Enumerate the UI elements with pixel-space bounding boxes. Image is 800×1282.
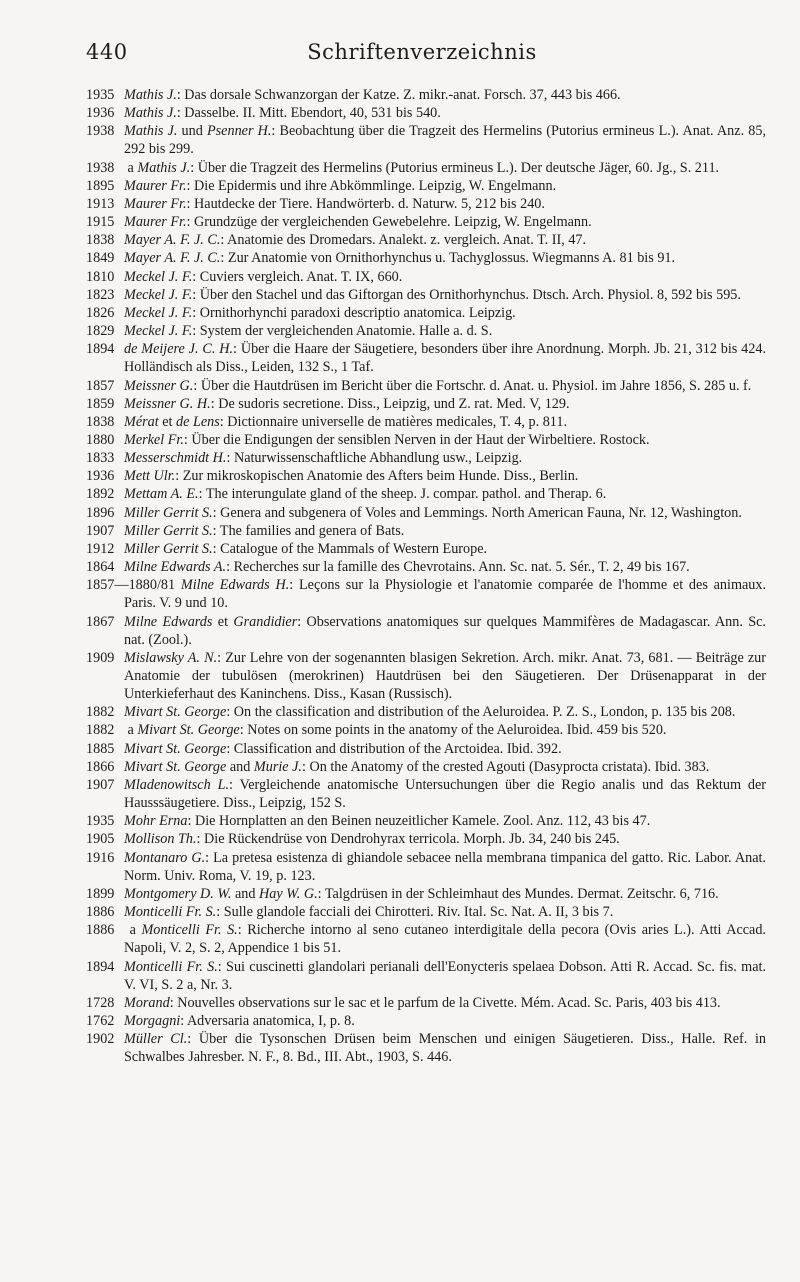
bibliography-entry (86, 122, 766, 158)
entry-reference: : Über die Tragzeit des Hermelins (Putorius ermineus L.). Der deutsche Jäger, 60. Jg., S. 211. (190, 159, 720, 176)
entry-year: 1915 (86, 214, 115, 231)
entry-reference: : Notes on some points in the anatomy of the Aeluroidea. Ibid. 459 bis 520. (239, 722, 667, 739)
entry-year: 1936 (86, 105, 115, 122)
entry-reference: : Zur Lehre von der sogenannten blasigen Sekretion. Arch. mikr. Anat. 73, 681. — Beiträge zur Anatomie der tubulösen (merokrinen) Hautdrüsen bei den Säugetieren. Der Drüsenapparat in der Unterkieferhaut des Kaninchens. Diss., Kasan (Russisch). (124, 649, 766, 703)
bibliography-entry (86, 649, 766, 703)
entry-reference: : Richerche intorno al seno cutaneo interdigitale della pecora (Ovis aries L.). Atti Accad. Napoli, V. 2, S. 2, Appendice 1 bis 51. (124, 922, 766, 957)
entry-author: Maurer Fr. (124, 214, 187, 231)
entry-coauthor: Murie J. (253, 758, 302, 775)
entry-author: Monticelli Fr. S. (141, 922, 238, 939)
entry-reference: : Leçons sur la Physiologie et l'anatomie comparée de l'homme et des animaux. Paris. V. 9 und 10. (124, 577, 767, 612)
entry-reference: : Naturwissenschaftliche Abhandlung usw., Leipzig. (226, 450, 523, 467)
entry-author: Messerschmidt H. (124, 450, 227, 467)
entry-author: Meckel J. F. (124, 304, 193, 321)
entry-year: 1912 (86, 540, 115, 557)
entry-author: Mett Ulr. (124, 468, 176, 485)
entry-author: Monticelli Fr. S. (124, 958, 218, 975)
entry-author: Meckel J. F. (124, 268, 193, 285)
bibliography-list (86, 86, 766, 1066)
entry-reference: : Zur Anatomie von Ornithorhynchus u. Tachyglossus. Wiegmanns A. 81 bis 91. (220, 250, 676, 267)
entry-year: 1864 (86, 559, 115, 576)
entry-year: 1894 (86, 341, 115, 358)
bibliography-entry (86, 413, 766, 431)
bibliography-entry (86, 467, 766, 485)
entry-year: 1838 (86, 232, 115, 249)
entry-reference: : Sulle glandole facciali dei Chirotteri. Riv. Ital. Sc. Nat. A. II, 3 bis 7. (216, 904, 614, 921)
entry-reference: : The families and genera of Bats. (212, 522, 405, 539)
bibliography-entry (86, 377, 766, 395)
entry-author: Mathis J. (124, 105, 177, 122)
entry-author: Mayer A. F. J. C. (124, 232, 221, 249)
entry-author: Mettam A. E. (124, 486, 199, 503)
entry-author: Mollison Th. (124, 831, 197, 848)
entry-year: 1938 (86, 159, 115, 176)
entry-conjunction: and (231, 885, 260, 902)
entry-year: 1886 (86, 922, 115, 939)
bibliography-entry (86, 885, 766, 903)
entry-author: Morgagni (124, 1012, 181, 1029)
entry-author: Mayer A. F. J. C. (124, 250, 221, 267)
entry-reference: : Sui cuscinetti glandolari perianali dell'Eonycteris spelaea Dobson. Atti R. Accad. Sc. fis. mat. V. VI, S. 2 a, Nr. 3. (124, 958, 766, 993)
entry-year: 1833 (86, 450, 115, 467)
entry-author: Mislawsky A. N. (124, 649, 218, 666)
entry-conjunction: et (158, 413, 177, 430)
entry-year: 1857 (86, 377, 115, 394)
entry-author: Mathis J. (124, 87, 177, 103)
bibliography-entry (86, 903, 766, 921)
bibliography-entry (86, 231, 766, 249)
entry-year: 1886 (86, 904, 115, 921)
entry-reference: : Über den Stachel und das Giftorgan des Ornithorhynchus. Dtsch. Arch. Physiol. 8, 592 bis 595. (192, 286, 741, 303)
entry-year: 1880 (86, 431, 115, 448)
bibliography-entry (86, 721, 766, 739)
bibliography-entry (86, 395, 766, 413)
bibliography-entry (86, 921, 766, 957)
entry-year: 1829 (86, 323, 115, 340)
entry-coauthor: Grandidier (233, 613, 298, 630)
bibliography-entry (86, 830, 766, 848)
bibliography-entry (86, 1012, 766, 1030)
entry-year-suffix: a (124, 722, 138, 739)
bibliography-entry (86, 340, 766, 376)
entry-reference: : Adversaria anatomica, I, p. 8. (180, 1012, 355, 1029)
bibliography-entry (86, 1030, 766, 1066)
entry-reference: : Zur mikroskopischen Anatomie des Afters beim Hunde. Diss., Berlin. (175, 468, 579, 485)
entry-author: Meissner G. (124, 377, 194, 394)
running-title: Schriftenverzeichnis (307, 40, 537, 64)
entry-reference: : Die Rückendrüse von Dendrohyrax terricola. Morph. Jb. 34, 240 bis 245. (196, 831, 620, 848)
bibliography-entry (86, 758, 766, 776)
entry-reference: : Recherches sur la famille des Chevrotains. Ann. Sc. nat. 5. Sér., T. 2, 49 bis 167. (226, 559, 690, 576)
bibliography-entry (86, 177, 766, 195)
entry-author: Meckel J. F. (124, 323, 193, 340)
entry-year: 1938 (86, 123, 115, 140)
entry-conjunction: and (226, 758, 254, 775)
entry-year: 1894 (86, 958, 115, 975)
entry-year: 1909 (86, 649, 115, 666)
entry-reference: : Die Hornplatten an den Beinen neuzeitlicher Kamele. Zool. Anz. 112, 43 bis 47. (187, 813, 651, 830)
entry-year: 1896 (86, 504, 115, 521)
bibliography-entry (86, 703, 766, 721)
entry-author: Meckel J. F. (124, 286, 193, 303)
entry-year: 1885 (86, 740, 115, 757)
entry-reference: : Dictionnaire universelle de matières medicales, T. 4, p. 811. (219, 413, 567, 430)
entry-year: 1823 (86, 286, 115, 303)
bibliography-entry (86, 249, 766, 267)
entry-reference: : Beobachtung über die Tragzeit des Hermelins (Putorius ermineus L.). Anat. Anz. 85, 292 bis 299. (124, 123, 766, 158)
entry-year: 1859 (86, 395, 115, 412)
entry-reference: : Ornithorhynchi paradoxi descriptio anatomica. Leipzig. (192, 304, 516, 321)
entry-author: Mohr Erna (124, 813, 188, 830)
entry-reference: : Nouvelles observations sur le sac et le parfum de la Civette. Mém. Acad. Sc. Paris, 403 bis 413. (169, 994, 721, 1011)
bibliography-entry (86, 540, 766, 558)
entry-author: Montanaro G. (124, 849, 206, 866)
entry-reference: : Talgdrüsen in der Schleimhaut des Mundes. Dermat. Zeitschr. 6, 716. (317, 885, 719, 902)
entry-coauthor: Psenner H. (206, 123, 272, 140)
entry-reference: : Über die Haare der Säugetiere, besonders über ihre Anordnung. Morph. Jb. 21, 312 bis 424. Holländisch als Diss., Leiden, 132 S., 1 Taf. (124, 341, 767, 376)
entry-reference: : Genera and subgenera of Voles and Lemmings. North American Fauna, Nr. 12, Washington. (212, 504, 742, 521)
entry-author: Miller Gerrit S. (124, 522, 213, 539)
bibliography-entry (86, 304, 766, 322)
bibliography-entry (86, 776, 766, 812)
entry-year: 1899 (86, 885, 115, 902)
entry-year: 1838 (86, 413, 115, 430)
entry-author: Merkel Fr. (124, 431, 184, 448)
entry-author: Milne Edwards (124, 613, 213, 630)
entry-author: Mladenowitsch L. (124, 776, 230, 793)
page-number: 440 (86, 40, 128, 64)
entry-conjunction: und (177, 123, 207, 140)
entry-author: Mérat (124, 413, 159, 430)
entry-reference: : Hautdecke der Tiere. Handwörterb. d. Naturw. 5, 212 bis 240. (186, 195, 545, 212)
bibliography-entry (86, 449, 766, 467)
entry-reference: : Das dorsale Schwanzorgan der Katze. Z. mikr.-anat. Forsch. 37, 443 bis 466. (176, 87, 621, 103)
entry-author: Milne Edwards H. (180, 577, 290, 594)
entry-author: Milne Edwards A. (124, 559, 227, 576)
entry-year-suffix: a (124, 159, 138, 176)
entry-author: Morand (124, 994, 170, 1011)
entry-reference: : On the classification and distribution of the Aeluroidea. P. Z. S., London, p. 135 bis 208. (226, 704, 736, 721)
entry-reference: : De sudoris secretione. Diss., Leipzig, und Z. rat. Med. V, 129. (210, 395, 570, 412)
entry-year: 1762 (86, 1012, 115, 1029)
entry-reference: : Classification and distribution of the Arctoidea. Ibid. 392. (226, 740, 562, 757)
page-header (86, 40, 758, 68)
entry-reference: : Vergleichende anatomische Untersuchungen über die Regio analis und das Rektum der Hausssäugetiere. Diss., Leipzig, 152 S. (124, 776, 766, 812)
entry-year: 1905 (86, 831, 115, 848)
entry-reference: : Über die Tysonschen Drüsen beim Menschen und einigen Säugetieren. Diss., Halle. Ref. in Schwalbes Jahresber. N. F., 8. Bd., III. Abt., 1903, S. 446. (124, 1031, 766, 1066)
bibliography-entry (86, 558, 766, 576)
bibliography-entry (86, 613, 766, 649)
bibliography-entry (86, 431, 766, 449)
entry-year: 1810 (86, 268, 115, 285)
entry-reference: : Die Epidermis und ihre Abkömmlinge. Leipzig, W. Engelmann. (186, 177, 557, 194)
bibliography-entry (86, 994, 766, 1012)
entry-author: Mivart St. George (124, 758, 227, 775)
entry-author: Mivart St. George (124, 740, 227, 757)
entry-year: 1728 (86, 994, 115, 1011)
entry-author: Mathis J. (124, 123, 178, 140)
entry-author: Maurer Fr. (124, 195, 187, 212)
entry-reference: : La pretesa esistenza di ghiandole sebacee nella membrana timpanica del gatto. Ric. Labor. Anat. Norm. Univ. Roma, V. 19, p. 123. (124, 849, 766, 884)
entry-author: Mivart St. George (137, 722, 240, 739)
entry-reference: : Dasselbe. II. Mitt. Ebendort, 40, 531 bis 540. (176, 105, 441, 122)
entry-year: 1866 (86, 758, 115, 775)
entry-reference: : Über die Endigungen der sensiblen Nerven in der Haut der Wirbeltiere. Rostock. (183, 431, 650, 448)
entry-year: 1907 (86, 522, 115, 539)
bibliography-entry (86, 268, 766, 286)
bibliography-entry (86, 213, 766, 231)
entry-reference: : Grundzüge der vergleichenden Gewebelehre. Leipzig, W. Engelmann. (186, 214, 592, 231)
bibliography-entry (86, 740, 766, 758)
entry-author: Meissner G. H. (124, 395, 211, 412)
entry-reference: : Anatomie des Dromedars. Analekt. z. vergleich. Anat. T. II, 47. (220, 232, 587, 249)
bibliography-entry (86, 958, 766, 994)
entry-author: Monticelli Fr. S. (124, 904, 217, 921)
entry-author: Miller Gerrit S. (124, 540, 213, 557)
entry-author: Montgomery D. W. (124, 885, 232, 902)
entry-year: 1936 (86, 468, 115, 485)
bibliography-entry (86, 849, 766, 885)
entry-year: 1913 (86, 195, 115, 212)
entry-author: Mathis J. (137, 159, 191, 176)
bibliography-entry (86, 485, 766, 503)
entry-reference: : Catalogue of the Mammals of Western Europe. (212, 540, 488, 557)
entry-year: 1895 (86, 177, 115, 194)
entry-year: 1935 (86, 813, 115, 830)
bibliography-entry (86, 195, 766, 213)
entry-reference: : Über die Hautdrüsen im Bericht über die Fortschr. d. Anat. u. Physiol. im Jahre 1856, S. 285 u. f. (193, 377, 752, 394)
bibliography-entry (86, 322, 766, 340)
entry-year: 1882 (86, 722, 115, 739)
entry-year-suffix: a (124, 922, 142, 939)
entry-year: 1935 (86, 87, 115, 103)
entry-year: 1907 (86, 776, 115, 793)
entry-reference: : On the Anatomy of the crested Agouti (Dasyprocta cristata). Ibid. 383. (301, 758, 710, 775)
entry-reference: : The interungulate gland of the sheep. J. compar. pathol. and Therap. 6. (198, 486, 607, 503)
entry-year: 1882 (86, 704, 115, 721)
entry-year: 1849 (86, 250, 115, 267)
entry-author: de Meijere J. C. H. (124, 341, 234, 358)
entry-author: Miller Gerrit S. (124, 504, 213, 521)
bibliography-entry (86, 104, 766, 122)
entry-coauthor: de Lens (176, 413, 220, 430)
entry-author: Mivart St. George (124, 704, 227, 721)
bibliography-entry (86, 286, 766, 304)
bibliography-entry (86, 159, 766, 177)
entry-conjunction: et (212, 613, 234, 630)
entry-year: 1857—1880/81 (86, 577, 176, 594)
entry-reference: : System der vergleichenden Anatomie. Halle a. d. S. (192, 323, 493, 340)
entry-year: 1902 (86, 1031, 115, 1048)
bibliography-entry (86, 576, 766, 612)
bibliography-entry (86, 522, 766, 540)
entry-author: Maurer Fr. (124, 177, 187, 194)
entry-year: 1892 (86, 486, 115, 503)
entry-year: 1826 (86, 304, 115, 321)
bibliography-entry (86, 86, 766, 104)
entry-year: 1867 (86, 613, 115, 630)
entry-year: 1916 (86, 849, 115, 866)
bibliography-entry (86, 812, 766, 830)
entry-reference: : Observations anatomiques sur quelques Mammifères de Madagascar. Ann. Sc. nat. (Zool.). (124, 613, 766, 648)
entry-reference: : Cuviers vergleich. Anat. T. IX, 660. (192, 268, 403, 285)
entry-coauthor: Hay W. G. (259, 885, 318, 902)
entry-author: Müller Cl. (124, 1031, 188, 1048)
bibliography-entry (86, 504, 766, 522)
